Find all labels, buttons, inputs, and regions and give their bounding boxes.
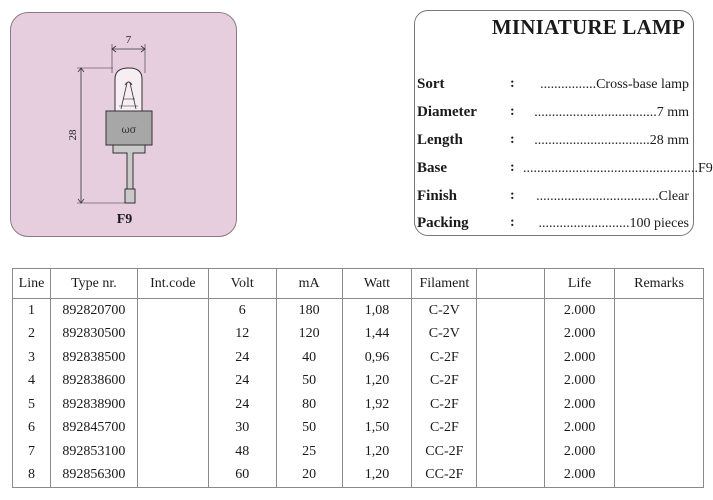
table-cell-ma: 20 xyxy=(276,464,342,488)
table-cell-filament: C-2V xyxy=(412,299,477,323)
table-cell-blank xyxy=(477,393,545,417)
table-cell-remarks xyxy=(615,393,704,417)
table-cell-type-nr: 892830500 xyxy=(50,323,137,347)
table-cell-ma: 40 xyxy=(276,346,342,370)
column-header-remarks: Remarks xyxy=(615,269,704,299)
spec-row-packing xyxy=(415,215,695,235)
dimension-width-label: 7 xyxy=(125,34,132,46)
spec-row-sort xyxy=(415,76,695,96)
table-cell-filament: C-2F xyxy=(412,393,477,417)
spec-value: ................Cross-base lamp xyxy=(540,77,689,92)
table-cell-int-code xyxy=(137,299,208,323)
spec-colon: : xyxy=(510,215,515,230)
spec-row-diameter xyxy=(415,104,695,124)
table-row xyxy=(13,417,704,441)
table-cell-watt: 1,92 xyxy=(342,393,412,417)
table-row xyxy=(13,323,704,347)
table-cell-ma: 50 xyxy=(276,417,342,441)
column-header-ma: mA xyxy=(276,269,342,299)
table-cell-type-nr: 892853100 xyxy=(50,440,137,464)
table-cell-blank xyxy=(477,370,545,394)
table-cell-filament: C-2V xyxy=(412,323,477,347)
table-cell-int-code xyxy=(137,393,208,417)
table-cell-line: 7 xyxy=(13,440,51,464)
column-header-int-code: Int.code xyxy=(137,269,208,299)
table-row xyxy=(13,370,704,394)
spec-colon: : xyxy=(510,188,515,203)
table-cell-type-nr: 892856300 xyxy=(50,464,137,488)
table-cell-remarks xyxy=(615,464,704,488)
spec-label: Finish xyxy=(417,188,458,204)
table-cell-volt: 30 xyxy=(208,417,276,441)
table-cell-ma: 180 xyxy=(276,299,342,323)
table-cell-type-nr: 892838500 xyxy=(50,346,137,370)
table-row xyxy=(13,464,704,488)
table-cell-line: 3 xyxy=(13,346,51,370)
table-cell-watt: 0,96 xyxy=(342,346,412,370)
table-cell-volt: 6 xyxy=(208,299,276,323)
table-cell-ma: 80 xyxy=(276,393,342,417)
table-cell-life: 2.000 xyxy=(545,393,615,417)
table-cell-blank xyxy=(477,299,545,323)
column-header-filament: Filament xyxy=(412,269,477,299)
table-cell-volt: 60 xyxy=(208,464,276,488)
lamp-drawing xyxy=(11,13,238,238)
table-header-row xyxy=(13,269,704,299)
table-cell-line: 5 xyxy=(13,393,51,417)
column-header-line: Line xyxy=(13,269,51,299)
table-cell-life: 2.000 xyxy=(545,440,615,464)
table-cell-remarks xyxy=(615,417,704,441)
spec-label: Sort xyxy=(417,76,445,92)
table-cell-remarks xyxy=(615,299,704,323)
table-cell-line: 4 xyxy=(13,370,51,394)
table-cell-line: 6 xyxy=(13,417,51,441)
spec-value: ...................................7 mm xyxy=(534,105,689,120)
table-cell-watt: 1,20 xyxy=(342,464,412,488)
table-cell-life: 2.000 xyxy=(545,464,615,488)
spec-colon: : xyxy=(510,132,515,147)
table-cell-ma: 120 xyxy=(276,323,342,347)
table-row xyxy=(13,440,704,464)
table-cell-volt: 48 xyxy=(208,440,276,464)
table-cell-filament: C-2F xyxy=(412,346,477,370)
table-cell-volt: 24 xyxy=(208,346,276,370)
table-row xyxy=(13,346,704,370)
spec-label: Diameter xyxy=(417,104,477,120)
table-cell-blank xyxy=(477,464,545,488)
spec-value: .................................28 mm xyxy=(534,133,689,148)
table-cell-watt: 1,20 xyxy=(342,440,412,464)
table-cell-life: 2.000 xyxy=(545,346,615,370)
table-cell-int-code xyxy=(137,417,208,441)
table-cell-line: 1 xyxy=(13,299,51,323)
table-cell-volt: 24 xyxy=(208,393,276,417)
table-cell-int-code xyxy=(137,464,208,488)
table-cell-blank xyxy=(477,440,545,464)
dimension-height-label: 28 xyxy=(67,129,79,141)
table-cell-remarks xyxy=(615,346,704,370)
table-cell-line: 2 xyxy=(13,323,51,347)
spec-row-base xyxy=(415,160,713,180)
table-cell-type-nr: 892838900 xyxy=(50,393,137,417)
table-cell-filament: C-2F xyxy=(412,370,477,394)
table-cell-type-nr: 892845700 xyxy=(50,417,137,441)
table-cell-filament: CC-2F xyxy=(412,464,477,488)
spec-colon: : xyxy=(510,76,515,91)
table-cell-watt: 1,44 xyxy=(342,323,412,347)
table-cell-int-code xyxy=(137,346,208,370)
table-cell-ma: 25 xyxy=(276,440,342,464)
table-cell-life: 2.000 xyxy=(545,370,615,394)
spec-label: Base xyxy=(417,160,447,176)
table-body xyxy=(13,299,704,488)
table-cell-type-nr: 892838600 xyxy=(50,370,137,394)
lamp-illustration-card xyxy=(10,12,237,237)
table-cell-remarks xyxy=(615,440,704,464)
table-cell-type-nr: 892820700 xyxy=(50,299,137,323)
spec-value: ..................................................F9 xyxy=(523,161,713,176)
column-header-volt: Volt xyxy=(208,269,276,299)
table-cell-int-code xyxy=(137,370,208,394)
table-cell-watt: 1,08 xyxy=(342,299,412,323)
spec-colon: : xyxy=(510,160,515,175)
table-cell-ma: 50 xyxy=(276,370,342,394)
table-cell-watt: 1,20 xyxy=(342,370,412,394)
base-type-label: F9 xyxy=(116,212,133,227)
spec-label: Packing xyxy=(417,215,469,231)
spec-title: MINIATURE LAMP xyxy=(491,15,685,39)
spec-row-length xyxy=(415,132,695,152)
table-cell-line: 8 xyxy=(13,464,51,488)
column-header-watt: Watt xyxy=(342,269,412,299)
table-cell-blank xyxy=(477,417,545,441)
table-cell-filament: CC-2F xyxy=(412,440,477,464)
table-cell-int-code xyxy=(137,440,208,464)
table-cell-int-code xyxy=(137,323,208,347)
table-cell-life: 2.000 xyxy=(545,417,615,441)
table-cell-watt: 1,50 xyxy=(342,417,412,441)
table-row xyxy=(13,299,704,323)
table-cell-volt: 24 xyxy=(208,370,276,394)
column-header-blank xyxy=(477,269,545,299)
table-cell-blank xyxy=(477,323,545,347)
spec-colon: : xyxy=(510,104,515,119)
column-header-type-nr: Type nr. xyxy=(50,269,137,299)
spec-value: ..........................100 pieces xyxy=(538,216,689,231)
spec-label: Length xyxy=(417,132,463,148)
table-row xyxy=(13,393,704,417)
column-header-life: Life xyxy=(545,269,615,299)
table-cell-life: 2.000 xyxy=(545,323,615,347)
table-cell-volt: 12 xyxy=(208,323,276,347)
spec-row-finish xyxy=(415,188,695,208)
table-cell-blank xyxy=(477,346,545,370)
table-cell-remarks xyxy=(615,323,704,347)
specification-card xyxy=(414,10,713,236)
table-cell-filament: C-2F xyxy=(412,417,477,441)
table-cell-life: 2.000 xyxy=(545,299,615,323)
table-cell-remarks xyxy=(615,370,704,394)
lamp-types-table xyxy=(12,268,704,488)
spec-value: ...................................Clear xyxy=(536,189,689,204)
base-marking: ωσ xyxy=(121,125,137,136)
